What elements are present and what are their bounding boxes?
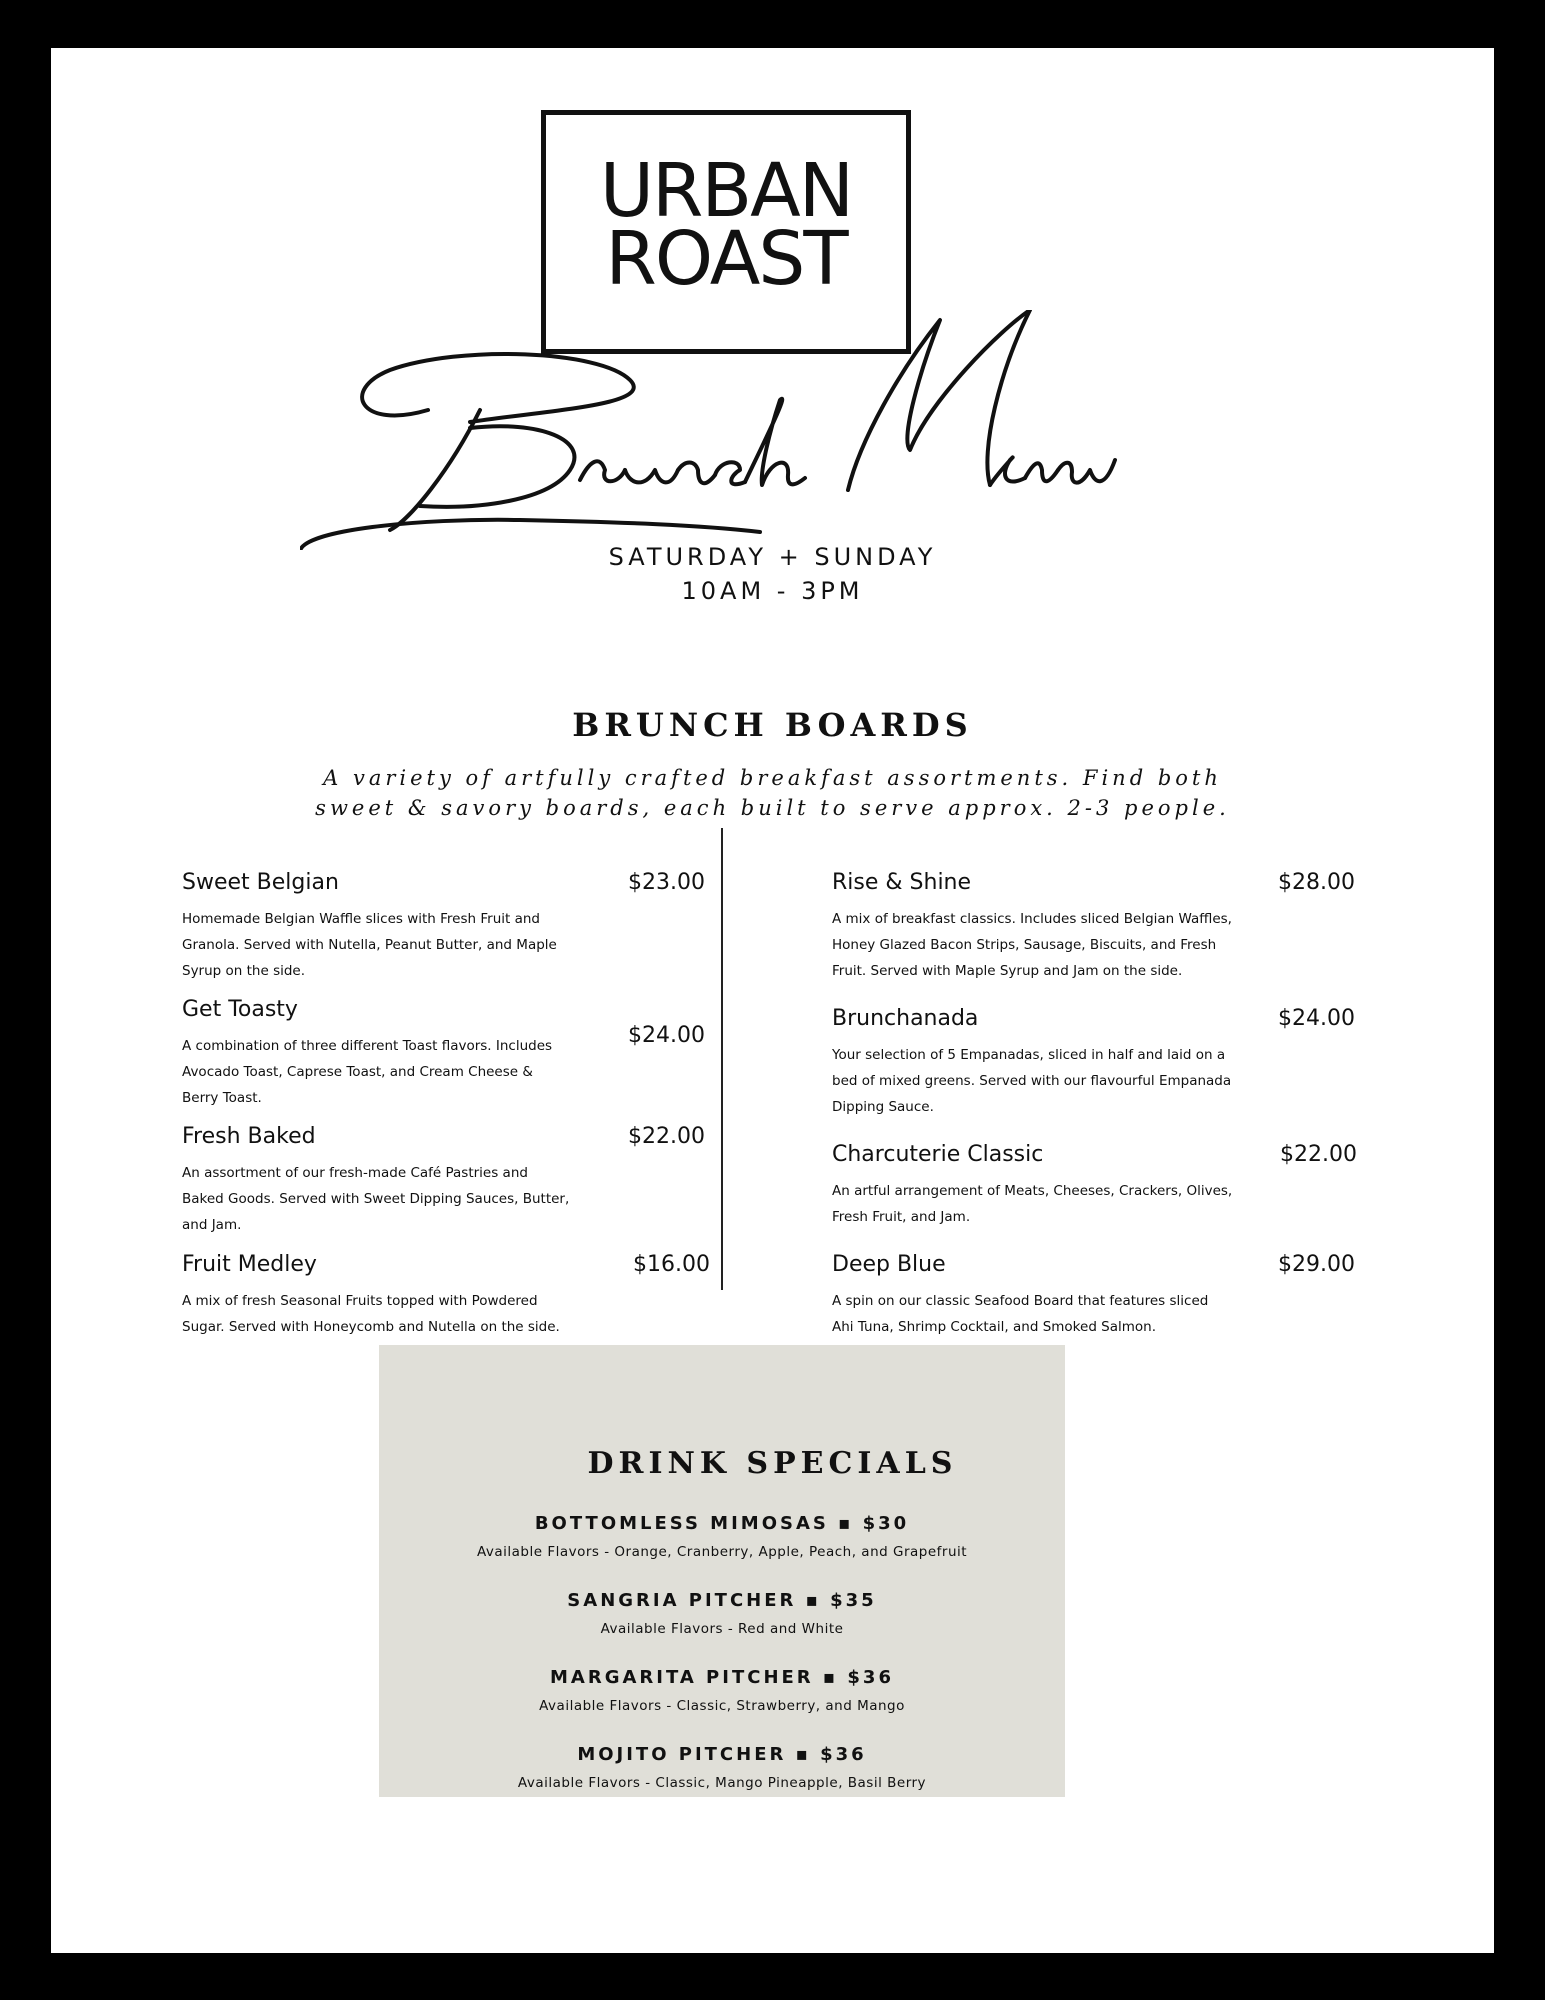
description-line: Fruit. Served with Maple Syrup and Jam on the side. xyxy=(832,963,1183,979)
menu-item-name: Deep Blue xyxy=(832,1252,946,1277)
description-line: Avocado Toast, Caprese Toast, and Cream Cheese & xyxy=(182,1064,533,1080)
menu-item-price: $16.00 xyxy=(633,1252,710,1277)
description-line: Syrup on the side. xyxy=(182,963,306,979)
drink-name: SANGRIA PITCHER ▪ $35 xyxy=(567,1590,877,1611)
menu-item-name: Get Toasty xyxy=(182,997,298,1022)
menu-item-price: $24.00 xyxy=(1278,1006,1355,1031)
drink-flavors: Available Flavors - Classic, Strawberry, and Mango xyxy=(539,1698,905,1714)
logo-line-2: ROAST xyxy=(605,216,847,302)
description-line: Baked Goods. Served with Sweet Dipping Sauces, Butter, xyxy=(182,1191,570,1207)
logo-line-1: URBAN xyxy=(599,148,853,234)
menu-item-name: Rise & Shine xyxy=(832,870,972,895)
menu-item-description xyxy=(832,906,1232,984)
description-line: A mix of breakfast classics. Includes sliced Belgian Waffles, xyxy=(832,911,1232,927)
drink-specials-heading: DRINK SPECIALS xyxy=(587,1446,958,1481)
menu-item-description xyxy=(182,1160,569,1238)
column-divider xyxy=(721,828,723,1290)
brunch-boards-intro xyxy=(0,763,1545,823)
description-line: Granola. Served with Nutella, Peanut Butter, and Maple xyxy=(182,937,557,953)
menu-item-name: Brunchanada xyxy=(832,1006,979,1031)
drink-name: MOJITO PITCHER ▪ $36 xyxy=(577,1744,867,1765)
brunch-boards-heading: BRUNCH BOARDS xyxy=(572,706,973,744)
menu-item-description xyxy=(832,1288,1208,1340)
drink-flavors: Available Flavors - Classic, Mango Pineapple, Basil Berry xyxy=(517,1775,927,1791)
description-line: An assortment of our fresh-made Café Pastries and xyxy=(182,1165,528,1181)
drink-flavors: Available Flavors - Red and White xyxy=(600,1621,844,1637)
menu-item-price: $24.00 xyxy=(628,1023,705,1048)
menu-item-name: Sweet Belgian xyxy=(182,870,339,895)
menu-item-price: $28.00 xyxy=(1278,870,1355,895)
description-line: A combination of three different Toast flavors. Includes xyxy=(182,1038,553,1054)
drink-specials-panel xyxy=(379,1345,1065,1797)
drink-name: MARGARITA PITCHER ▪ $36 xyxy=(550,1667,894,1688)
intro-line-1: A variety of artfully crafted breakfast assortments. Find both xyxy=(323,766,1222,790)
menu-item-description xyxy=(832,1042,1231,1120)
logo-wordmark xyxy=(546,148,906,302)
description-line: Ahi Tuna, Shrimp Cocktail, and Smoked Salmon. xyxy=(832,1319,1157,1335)
menu-item-description xyxy=(182,1033,552,1111)
menu-item-description xyxy=(182,1288,560,1340)
description-line: Fresh Fruit, and Jam. xyxy=(832,1209,971,1225)
description-line: Honey Glazed Bacon Strips, Sausage, Biscuits, and Fresh xyxy=(832,937,1217,953)
description-line: and Jam. xyxy=(182,1217,242,1233)
menu-item-description xyxy=(832,1178,1232,1230)
menu-item-price: $22.00 xyxy=(1280,1142,1357,1167)
menu-item-name: Charcuterie Classic xyxy=(832,1142,1044,1167)
description-line: Sugar. Served with Honeycomb and Nutella on the side. xyxy=(182,1319,560,1335)
description-line: A spin on our classic Seafood Board that features sliced xyxy=(832,1293,1209,1309)
description-line: A mix of fresh Seasonal Fruits topped with Powdered xyxy=(182,1293,538,1309)
description-line: Dipping Sauce. xyxy=(832,1099,934,1115)
description-line: Homemade Belgian Waffle slices with Fresh Fruit and xyxy=(182,911,540,927)
description-line: Your selection of 5 Empanadas, sliced in half and laid on a xyxy=(832,1047,1226,1063)
description-line: An artful arrangement of Meats, Cheeses, Crackers, Olives, xyxy=(832,1183,1233,1199)
description-line: Berry Toast. xyxy=(182,1090,262,1106)
menu-item-price: $29.00 xyxy=(1278,1252,1355,1277)
opening-days: SATURDAY + SUNDAY xyxy=(608,543,937,571)
intro-line-2: sweet & savory boards, each built to serve approx. 2-3 people. xyxy=(315,796,1230,820)
menu-item-price: $23.00 xyxy=(628,870,705,895)
opening-time: 10AM - 3PM xyxy=(681,577,864,605)
menu-item-name: Fresh Baked xyxy=(182,1124,316,1149)
opening-hours xyxy=(0,540,1545,608)
menu-item-price: $22.00 xyxy=(628,1124,705,1149)
menu-item-description xyxy=(182,906,557,984)
description-line: bed of mixed greens. Served with our flavourful Empanada xyxy=(832,1073,1232,1089)
drink-name: BOTTOMLESS MIMOSAS ▪ $30 xyxy=(534,1513,910,1534)
menu-item-name: Fruit Medley xyxy=(182,1252,317,1277)
drink-flavors: Available Flavors - Orange, Cranberry, Apple, Peach, and Grapefruit xyxy=(476,1544,968,1560)
script-title-brunch-menu xyxy=(300,310,1200,550)
